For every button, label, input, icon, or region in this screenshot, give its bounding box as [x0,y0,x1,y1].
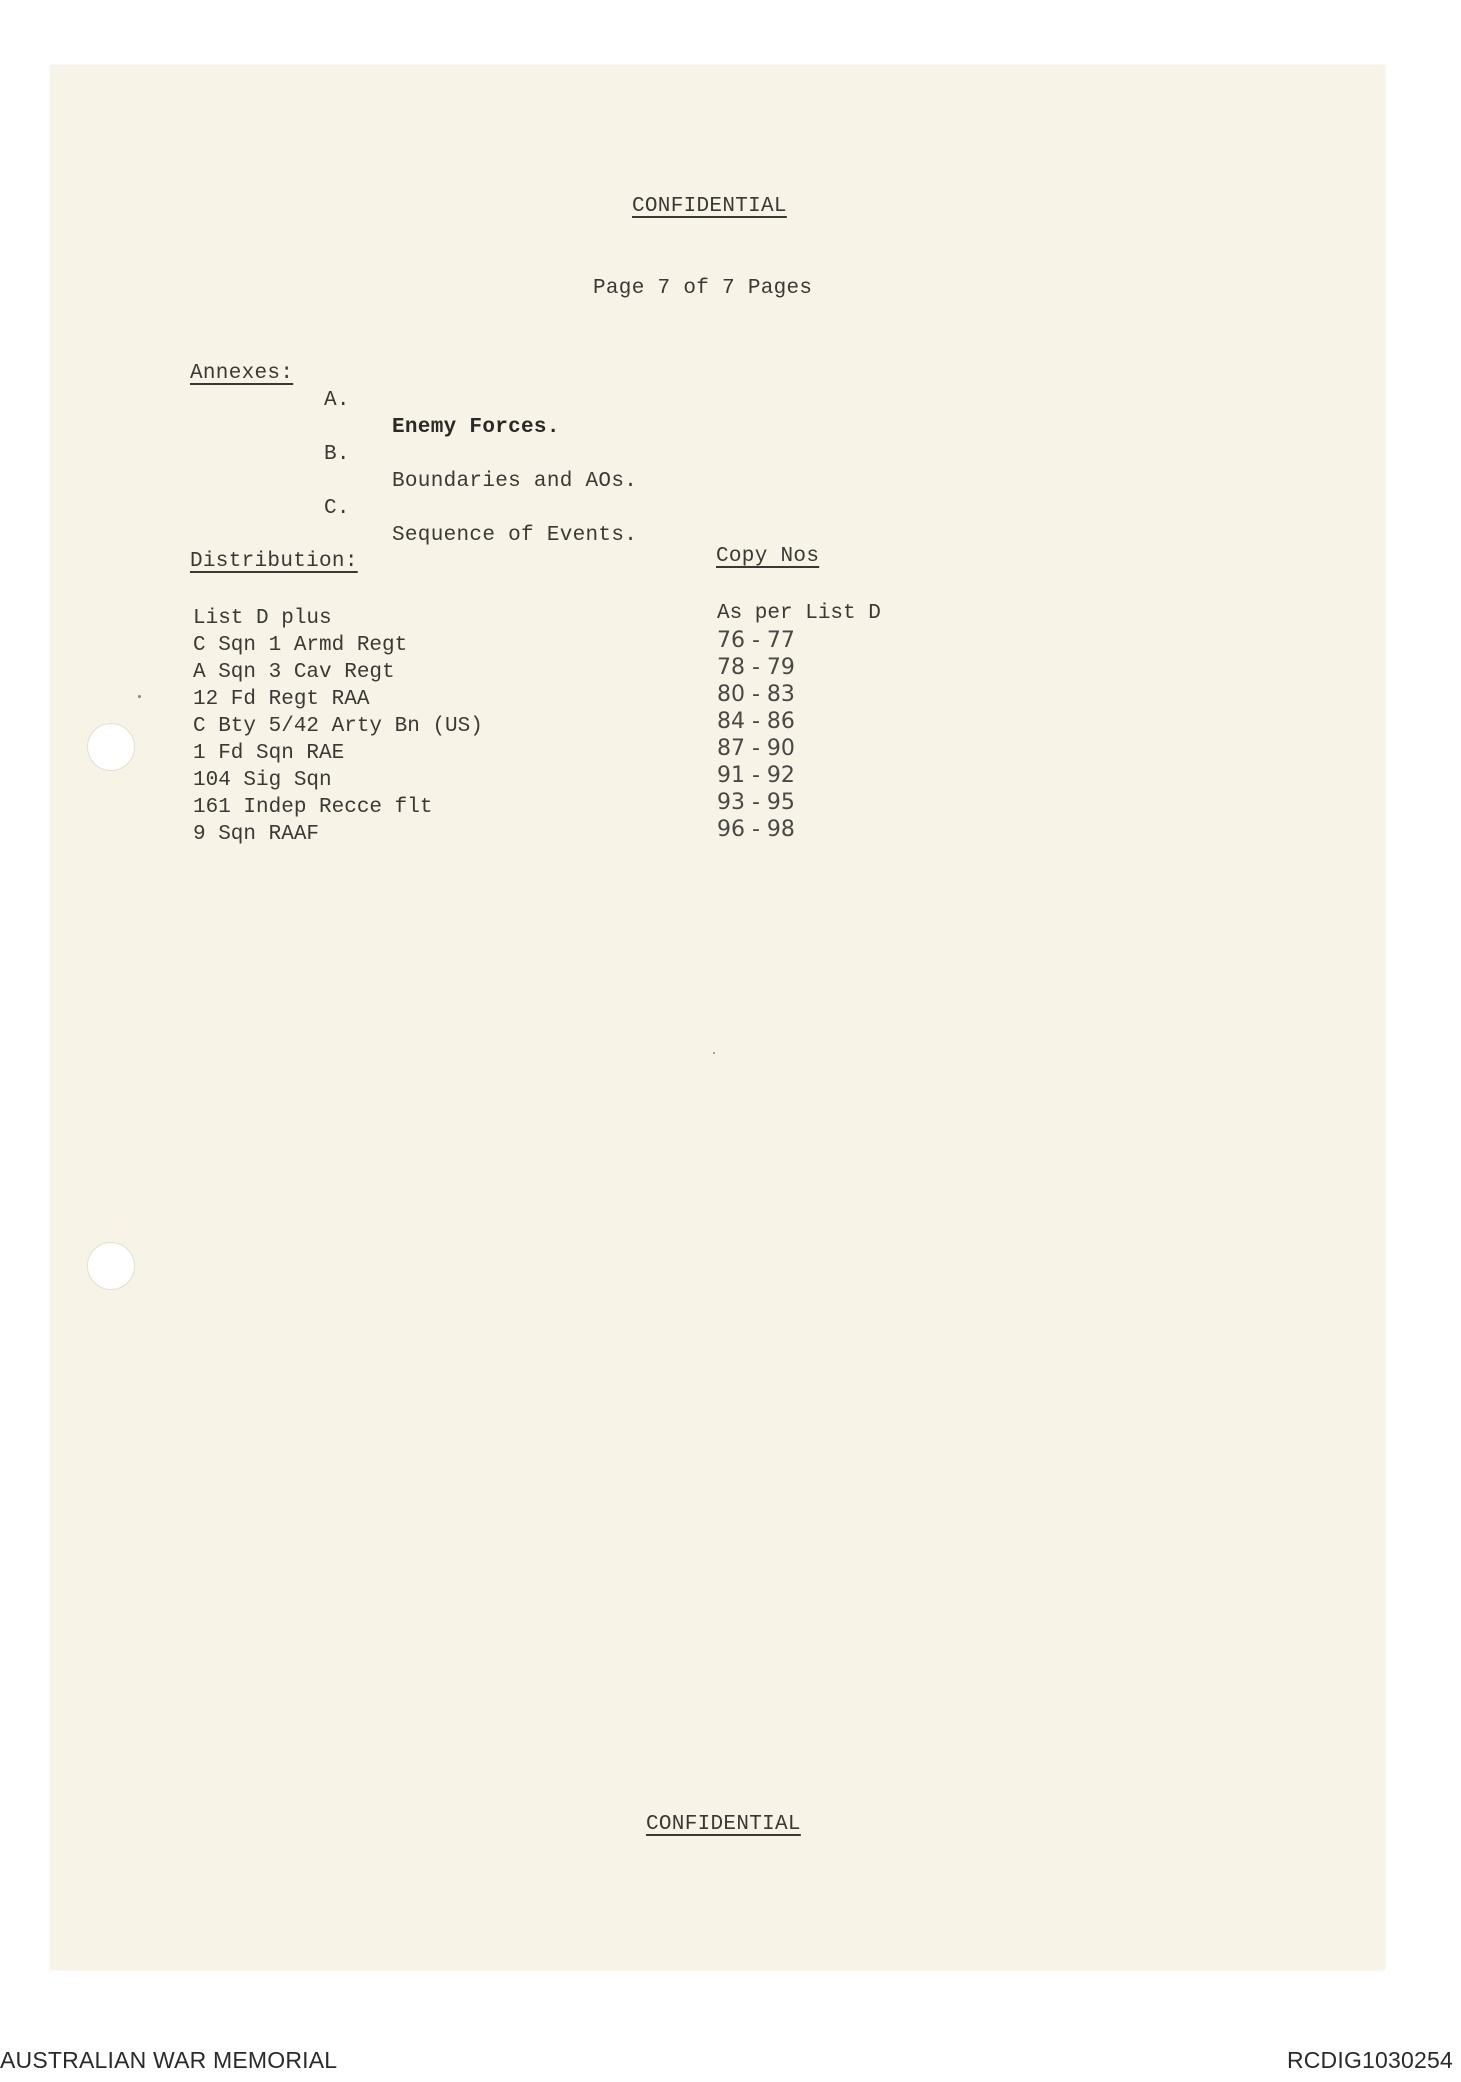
copy-numbers: 76 - 77 [717,628,795,653]
distribution-unit: 161 Indep Recce flt [193,796,433,819]
document-page [50,65,1385,1970]
copy-numbers-list [717,600,881,843]
copy-numbers: 84 - 86 [717,709,795,734]
annex-letter: B. [324,443,350,466]
annexes-label: Annexes: [190,362,294,385]
paper-speck [138,695,141,698]
annex-letter: A. [324,389,350,412]
classification-footer: CONFIDENTIAL [646,1813,801,1836]
hole-tear [0,1191,34,1209]
distribution-unit: C Sqn 1 Armd Regt [193,634,408,657]
copy-numbers: 80 - 83 [717,682,795,707]
annex-text: Sequence of Events. [392,524,638,547]
hole-tear [0,672,34,690]
archive-institution: AUSTRALIAN WAR MEMORIAL [0,2047,338,2073]
distribution-unit: 104 Sig Sqn [193,769,332,792]
archive-record-id: RCDIG1030254 [1286,2047,1453,2073]
paper-speck [713,1052,715,1054]
annex-text: Enemy Forces. [392,416,560,439]
copy-nos-heading: Copy Nos [716,545,820,568]
page-number: Page 7 of 7 Pages [593,277,813,300]
distribution-unit: C Bty 5/42 Arty Bn (US) [193,715,483,738]
distribution-unit: 12 Fd Regt RAA [193,688,370,711]
distribution-unit: 1 Fd Sqn RAE [193,742,345,765]
copy-numbers: 91 - 92 [717,763,795,788]
distribution-unit: List D plus [193,607,332,630]
copy-numbers: As per List D [717,602,881,625]
punch-hole [87,1242,135,1290]
copy-numbers: 78 - 79 [717,655,795,680]
annex-text: Boundaries and AOs. [392,470,638,493]
distribution-unit: 9 Sqn RAAF [193,823,320,846]
copy-numbers: 93 - 95 [717,790,795,815]
classification-header: CONFIDENTIAL [632,195,787,218]
copy-numbers: 96 - 98 [717,817,795,842]
distribution-heading: Distribution: [190,550,358,573]
annex-letter: C. [324,497,350,520]
distribution-unit: A Sqn 3 Cav Regt [193,661,395,684]
copy-numbers: 87 - 90 [717,736,795,761]
punch-hole [87,723,135,771]
distribution-list [193,605,483,848]
